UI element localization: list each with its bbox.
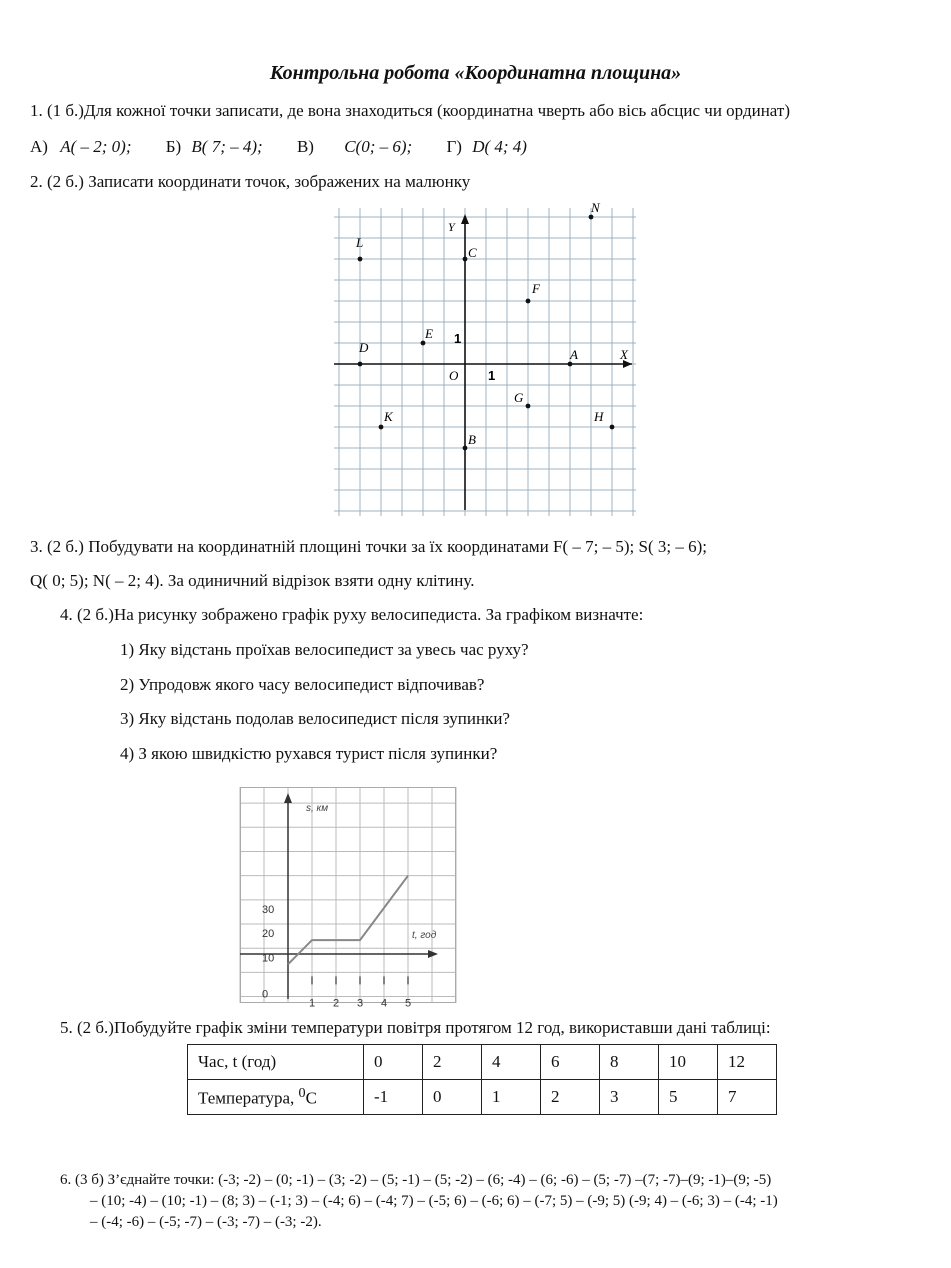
question-4-text: 4. (2 б.)На рисунку зображено графік руху велосипедиста. За графіком визначте: — [60, 605, 644, 624]
question-1-options — [30, 137, 527, 157]
point-label-b: B — [468, 432, 476, 447]
chart-x-tick-label: 1 — [309, 997, 316, 1010]
origin-label: O — [449, 368, 459, 383]
table-header-temperature — [188, 1080, 364, 1115]
unit-x-label: 1 — [488, 368, 496, 383]
chart-x-label: t, год — [412, 930, 437, 941]
question-4-item-3: 3) Яку відстань подолав велосипедист після зупинки? — [120, 709, 510, 728]
coordinate-grid-figure — [334, 200, 636, 516]
point-a — [568, 362, 573, 367]
point-label-l: L — [356, 235, 364, 250]
point-b — [463, 446, 468, 451]
table-row-time — [188, 1045, 777, 1080]
table-cell: 7 — [718, 1080, 777, 1115]
question-3-line-1: 3. (2 б.) Побудувати на координатній площині точки за їх координатами F( – 7; – 5); S( 3; – 6); — [30, 537, 707, 556]
point-n — [589, 215, 594, 220]
question-3-line-2: Q( 0; 5); N( – 2; 4). За одиничний відрізок взяти одну клітину. — [30, 571, 475, 590]
chart-y-tick-label: 30 — [262, 903, 275, 916]
chart-y-tick-label: 10 — [262, 952, 275, 965]
chart-x-tick-label: 3 — [357, 997, 364, 1010]
chart-x-tick-label: 5 — [405, 997, 412, 1010]
chart-x-tick-label: 4 — [381, 997, 388, 1010]
chart-series-line — [288, 876, 408, 965]
chart-y-tick-label: 0 — [262, 988, 269, 1001]
table-cell: 6 — [541, 1045, 600, 1080]
chart-grid-lines — [240, 787, 456, 1003]
option-b-point: B( 7; – 4); — [191, 137, 263, 156]
question-2-text: 2. (2 б.) Записати координати точок, зображених на малюнку — [30, 172, 471, 191]
point-label-f: F — [532, 281, 540, 296]
chart-tick-labels — [262, 904, 411, 1010]
degree-superscript: 0 — [298, 1085, 306, 1102]
chart-y-label: s, км — [306, 803, 329, 814]
table-cell: 2 — [423, 1045, 482, 1080]
point-label-k: K — [384, 409, 393, 424]
point-label-n: N — [591, 200, 600, 215]
cyclist-motion-chart — [240, 787, 456, 1010]
point-label-c: C — [468, 245, 477, 260]
question-4-item-2: 2) Упродовж якого часу велосипедист відпочивав? — [120, 675, 485, 694]
option-a-letter: А) — [30, 137, 48, 156]
point-d — [358, 362, 363, 367]
point-l — [358, 257, 363, 262]
table-cell: 1 — [482, 1080, 541, 1115]
table-cell: 5 — [659, 1080, 718, 1115]
point-c — [463, 257, 468, 262]
point-label-d: D — [359, 340, 369, 355]
question-4-item-4: 4) З якою швидкістю рухався турист після зупинки? — [120, 744, 498, 763]
question-4-item-1: 1) Яку відстань проїхав велосипедист за увесь час руху? — [120, 640, 529, 659]
option-c-letter: В) — [296, 137, 314, 156]
temperature-header-text: Температура, — [198, 1088, 299, 1108]
chart-y-tick-label: 20 — [262, 928, 275, 941]
table-cell: 0 — [364, 1045, 423, 1080]
point-h — [610, 425, 615, 430]
unit-y-label: 1 — [454, 331, 462, 346]
point-g — [526, 404, 531, 409]
table-cell: 12 — [718, 1045, 777, 1080]
table-cell: 8 — [600, 1045, 659, 1080]
table-cell: 4 — [482, 1045, 541, 1080]
point-label-h: H — [594, 409, 604, 424]
question-6-line-3: – (-4; -6) – (-5; -7) – (-3; -7) – (-3; -2). — [90, 1214, 322, 1230]
table-cell: 0 — [423, 1080, 482, 1115]
point-label-g: G — [514, 390, 524, 405]
y-axis-label: Y — [448, 220, 455, 234]
table-cell: -1 — [364, 1080, 423, 1115]
x-axis-label: X — [620, 347, 628, 362]
point-f — [526, 299, 531, 304]
table-row-temperature — [188, 1080, 777, 1115]
option-c-point: C(0; – 6); — [344, 137, 413, 156]
table-cell: 3 — [600, 1080, 659, 1115]
temperature-table — [187, 1044, 777, 1115]
chart-y-arrow-icon — [284, 793, 292, 803]
point-k — [379, 425, 384, 430]
celsius-unit: С — [305, 1088, 317, 1108]
question-6-line-2: – (10; -4) – (10; -1) – (8; 3) – (-1; 3) – (-4; 6) – (-4; 7) – (-5; 6) – (-6; 6) – (-7; 5) – (-9; 5) (-9; 4) – (-6; 3) – (-4; -1) — [90, 1193, 778, 1209]
chart-border — [241, 788, 456, 1003]
chart-x-tick-label: 2 — [333, 997, 340, 1010]
option-d-point: D( 4; 4) — [472, 137, 527, 156]
page-title: Контрольна робота «Координатна площина» — [269, 62, 682, 84]
point-label-e: E — [425, 326, 433, 341]
option-a-point: A( – 2; 0); — [60, 137, 132, 156]
question-6-line-1: 6. (3 б) З’єднайте точки: (-3; -2) – (0; -1) – (3; -2) – (5; -1) – (5; -2) – (6; -4) – (6; -6) – (5; -7) –(7; -7)–(9; -1)–(9; -5) — [60, 1172, 772, 1188]
chart-x-arrow-icon — [428, 950, 438, 958]
option-b-letter: Б) — [165, 137, 182, 156]
point-e — [421, 341, 426, 346]
question-5-text: 5. (2 б.)Побудуйте графік зміни температури повітря протягом 12 год, використавши дані таблиці: — [60, 1018, 771, 1037]
question-1-text: 1. (1 б.)Для кожної точки записати, де вона знаходиться (координатна чверть або вісь абсцис чи ординат) — [30, 101, 790, 120]
option-d-letter: Г) — [446, 137, 462, 156]
table-cell: 2 — [541, 1080, 600, 1115]
table-header-time: Час, t (год) — [188, 1045, 364, 1080]
table-cell: 10 — [659, 1045, 718, 1080]
y-axis-arrow-icon — [461, 214, 469, 224]
point-label-a: A — [570, 347, 578, 362]
coordinate-grid-lines — [334, 208, 636, 516]
